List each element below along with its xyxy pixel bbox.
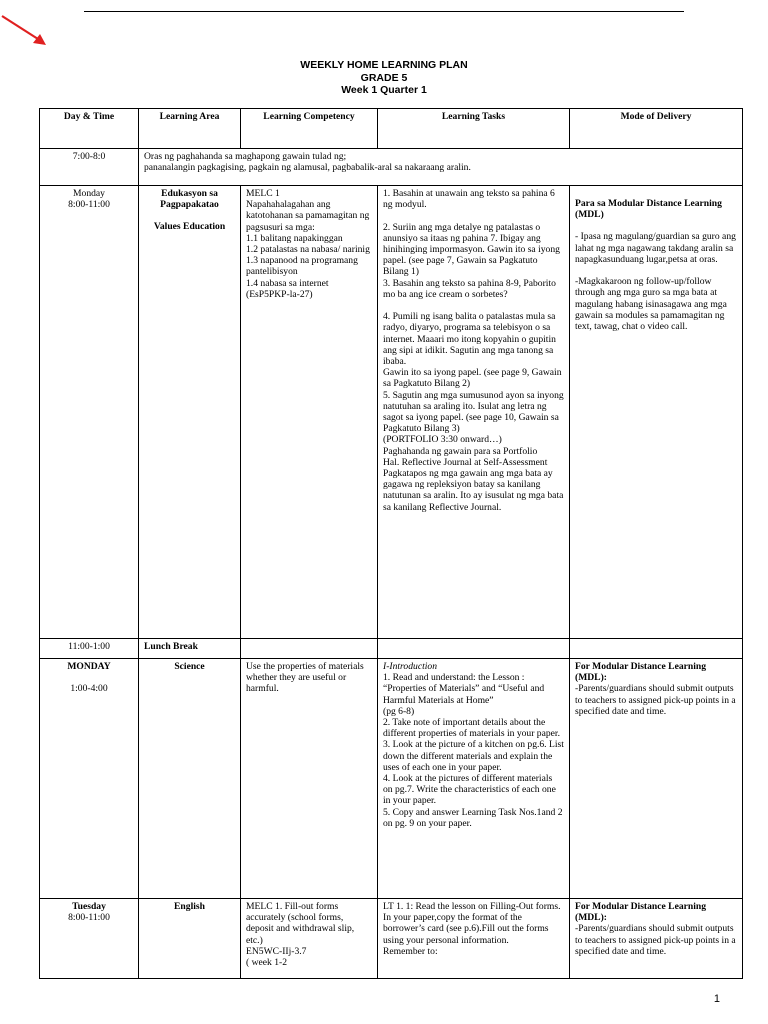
top-rule [84, 11, 684, 12]
english-learning-area: English [139, 899, 241, 979]
header-week: Week 1 Quarter 1 [341, 84, 427, 96]
esp-time: 8:00-11:00 [68, 199, 110, 211]
column-header-learning-area: Learning Area [139, 109, 241, 149]
document-header [0, 59, 768, 97]
science-competency: Use the properties of materials whether they are useful or harmful. [241, 659, 378, 899]
science-time: 1:00-4:00 [70, 683, 108, 695]
esp-area-name: Edukasyon sa Pagpapakatao [160, 188, 219, 211]
header-title: WEEKLY HOME LEARNING PLAN [300, 59, 468, 71]
table-row-english [40, 899, 743, 979]
esp-competency: MELC 1 Napahahalagahan ang katotohanan sa pamamagitan ng pagsusuri sa mga: 1.1 balitang napakinggan 1.2 patalastas na nabasa/ narinig 1.3 napanood na programang pantelibisyon 1.4 nabasa sa internet (EsP5PKP-la-27) [241, 186, 378, 639]
english-day: Tuesday [72, 901, 106, 912]
esp-mode-title: Para sa Modular Distance Learning (MDL) [575, 198, 722, 221]
table-row-esp [40, 186, 743, 639]
esp-area-subtitle: Values Education [153, 221, 226, 233]
esp-learning-area [139, 186, 241, 639]
science-day-time [40, 659, 139, 899]
science-mode-of-delivery [570, 659, 743, 899]
science-tasks [378, 659, 570, 899]
science-mode-body: -Parents/guardians should submit outputs to teachers to assigned pick-up points in a specified date and time. [575, 683, 736, 717]
column-header-learning-tasks: Learning Tasks [378, 109, 570, 149]
esp-day-time [40, 186, 139, 639]
english-competency: MELC 1. Fill-out forms accurately (school forms, deposit and withdrawal slip, etc.) EN5WC-IIj-3.7 ( week 1-2 [241, 899, 378, 979]
esp-mode-of-delivery [570, 186, 743, 639]
learning-plan-table [39, 108, 743, 979]
english-time: 8:00-11:00 [68, 912, 110, 924]
science-tasks-intro: I-Introduction [383, 661, 437, 672]
column-header-learning-competency: Learning Competency [241, 109, 378, 149]
english-mode-title: For Modular Distance Learning (MDL): [575, 901, 707, 924]
prep-time: 7:00-8:0 [40, 149, 139, 186]
esp-mode-body: - Ipasa ng magulang/guardian sa guro ang lahat ng mga nagawang takdang aralin sa napagkasunduang lugar,petsa at oras. -Magkakaroon ng follow-up/follow through ang mga guro sa mga bata at magulang habang isinasagawa ang mga gawain sa modules sa pamamagitan ng text, tawag, chat o video call. [575, 231, 736, 333]
table-row-lunch [40, 639, 743, 659]
page-number: 1 [713, 993, 720, 1005]
science-tasks-list: 1. Read and understand: the Lesson : “Properties of Materials” and “Useful and Harmful Materials at Home” (pg 6-8) 2. Take note of important details about the different properties of materials in your paper. 3. Look at the picture of a kitchen on pg.6. List down the different materials and explain the uses of each one in your paper. 4. Look at the pictures of different materials on pg.7. Write the characteristics of each one in your paper. 5. Copy and answer Learning Task Nos.1and 2 on pg. 9 on your paper. [383, 672, 564, 829]
lunch-time: 11:00-1:00 [40, 639, 139, 659]
esp-day: Monday [73, 188, 105, 199]
science-mode-title: For Modular Distance Learning (MDL): [575, 661, 707, 684]
table-row-science [40, 659, 743, 899]
esp-tasks: 1. Basahin at unawain ang teksto sa pahina 6 ng modyul. 2. Suriin ang mga detalye ng patalastas o anunsiyo sa itaas ng pahina 7. Ibigay ang hinihinging impormasyon. Gawin ito sa iyong papel. (see page 7, Gawain sa Pagkatuto Bilang 1) 3. Basahin ang teksto sa pahina 8-9, Paborito mo ba ang ice cream o sorbetes? 4. Pumili ng isang balita o patalastas mula sa radyo, diyaryo, programa sa telebisyon o sa internet. Maaari mo itong kopyahin o gupitin ang sipi at idikit. Sagutin ang mga tanong sa ibaba. Gawin ito sa iyong papel. (see page 9, Gawain sa Pagkatuto Bilang 2) 5. Sagutin ang mga sumusunod ayon sa inyong natutuhan sa araling ito. Isulat ang letra ng sagot sa iyong papel. (see page 10, Gawain sa Pagkatuto Bilang 3) (PORTFOLIO 3:30 onward…) Paghahanda ng gawain para sa Portfolio Hal. Reflective Journal at Self-Assessment Pagkatapos ng mga gawain ang mga bata ay gagawa ng repleksiyon batay sa kanilang natutunan sa aralin. Ito ay isusulat ng mga bata sa kanilang Reflective Journal. [378, 186, 570, 639]
english-tasks: LT 1. 1: Read the lesson on Filling-Out forms. In your paper,copy the format of the borrower’s card (see p.6).Fill out the forms using your personal information. Remember to: [378, 899, 570, 979]
english-mode-of-delivery [570, 899, 743, 979]
red-arrow-icon [0, 12, 60, 52]
english-mode-body: -Parents/guardians should submit outputs to teachers to assigned pick-up points in a specified date and time. [575, 923, 736, 957]
prep-description: Oras ng paghahanda sa maghapong gawain tulad ng; pananalangin pagkagising, pagkain ng alamusal, pagbabalik-aral sa nakaraang aralin. [139, 149, 743, 186]
science-learning-area: Science [139, 659, 241, 899]
table-row-preparation [40, 149, 743, 186]
english-day-time [40, 899, 139, 979]
column-header-mode-of-delivery: Mode of Delivery [570, 109, 743, 149]
table-header-row [40, 109, 743, 149]
header-grade: GRADE 5 [360, 71, 408, 84]
science-day: MONDAY [67, 661, 111, 672]
column-header-day-time: Day & Time [40, 109, 139, 149]
lunch-label: Lunch Break [139, 639, 241, 659]
